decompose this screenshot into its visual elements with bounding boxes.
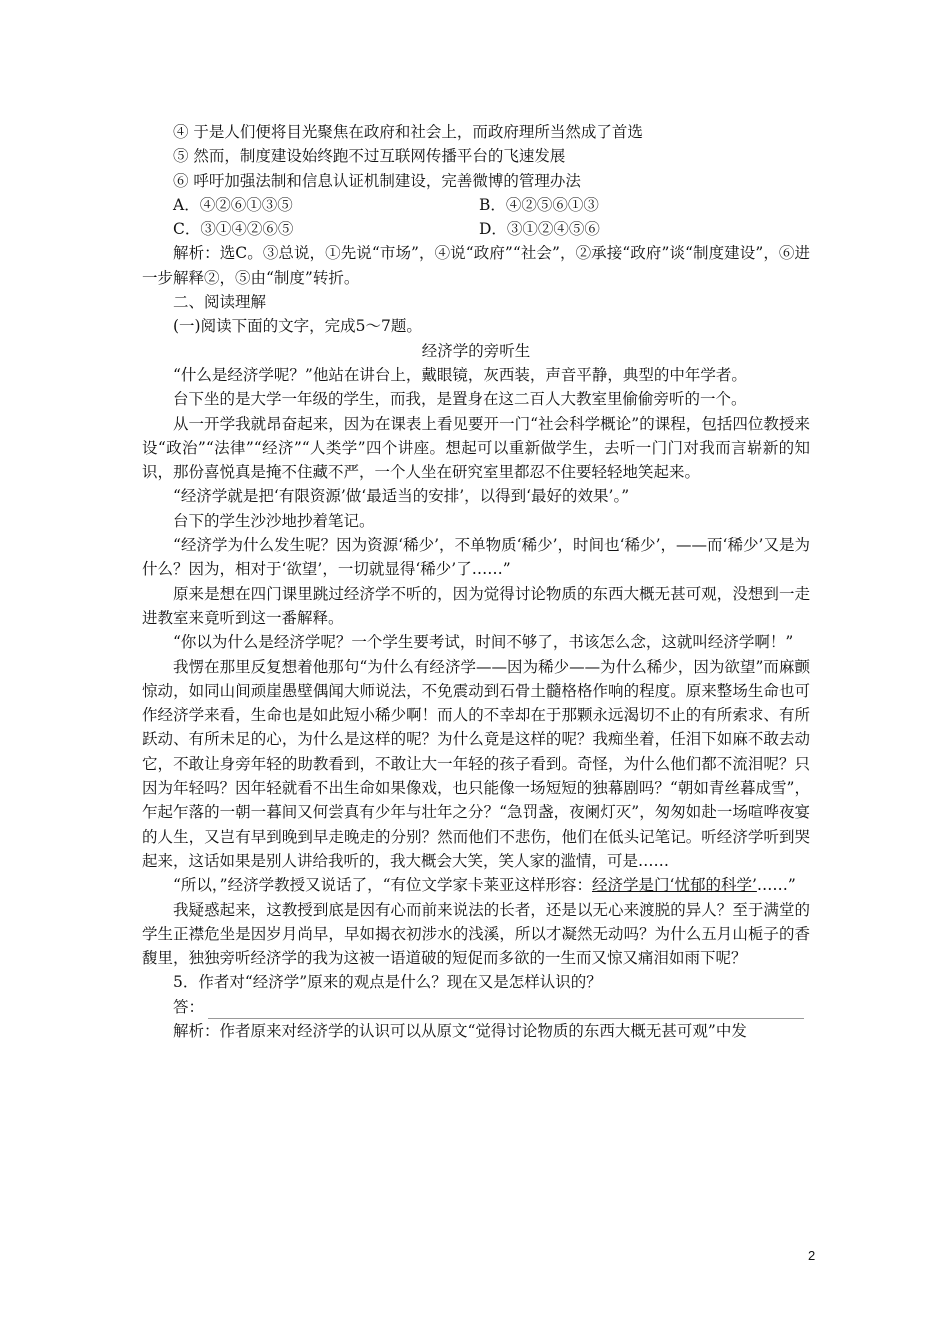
answer-row [142,995,810,1019]
paragraph-8: “你以为什么是经济学呢？一个学生要考试，时间不够了，书该怎么念，这就叫经济学啊！” [173,633,794,652]
page-number: 2 [808,1248,816,1263]
question-5: 5．作者对“经济学”原来的观点是什么？现在又是怎样认识的？ [173,973,602,992]
paragraph-10-suffix: ……” [756,876,796,895]
passage-intro: (一)阅读下面的文字，完成5～7题。 [173,317,422,336]
passage-title: 经济学的旁听生 [421,341,531,360]
paragraph-7: 原来是想在四门课里跳过经济学不听的，因为觉得讨论物质的东西大概无甚可观，没想到一走进教室来竟听到这一番解释。 [142,584,810,627]
underlined-quote: 经济学是门‘忧郁的科学’ [592,876,757,895]
section-heading: 二、阅读理解 [173,293,267,312]
paragraph-2: 台下坐的是大学一年级的学生，而我，是置身在这二百人大教室里偷偷旁听的一个。 [173,390,747,409]
paragraph-3: 从一开学我就昂奋起来，因为在课表上看见要开一门“社会科学概论”的课程，包括四位教授来设“政治”“法律”“经济”“人类学”四个讲座。想起可以重新做学生，去听一门门对我而言崭新的知识，那份喜悦真是掩不住藏不严，一个人坐在研究室里都忍不住要轻轻地笑起来。 [142,414,810,482]
choices-row-1 [142,193,810,217]
answer-blank-line[interactable] [208,1001,804,1019]
choice-c: C．③①④②⑥⑤ [173,220,294,239]
option-line-5: ⑤ 然而，制度建设始终跑不过互联网传播平台的飞速发展 [173,147,566,166]
choice-b: B．④②⑤⑥①③ [479,195,599,214]
paragraph-4: “经济学就是把‘有限资源’做‘最适当的安排’，以得到‘最好的效果’。” [173,487,630,506]
paragraph-6: “经济学为什么发生呢？因为资源‘稀少’，不单物质‘稀少’，时间也‘稀少’，——而‘稀少’又是为什么？因为，相对于‘欲望’，一切就显得‘稀少’了……” [142,536,810,579]
option-line-4: ④ 于是人们便将目光聚焦在政府和社会上，而政府理所当然成了首选 [173,123,643,141]
paragraph-5: 台下的学生沙沙地抄着笔记。 [173,511,375,530]
paragraph-9: 我愣在那里反复想着他那句“为什么有经济学——因为稀少——为什么稀少，因为欲望”而麻颤惊动，如同山间顽崖愚壁偶闻大师说法，不免震动到石骨土髓格格作响的程度。原来整场生命也可作经济学来看，生命也是如此短小稀少啊！而人的不幸却在于那颗永远渴切不止的有所索求、有所跃动、有所未足的心，为什么是这样的呢？为什么竟是这样的呢？我痴坐着，任泪下如麻不敢去动它，不敢让身旁年轻的助教看到，不敢让大一年轻的孩子看到。奇怪，为什么他们都不流泪呢？只因为年轻吗？因年轻就看不出生命如果像戏，也只能像一场短短的独幕剧吗？“朝如青丝暮成雪”，乍起乍落的一朝一暮间又何尝真有少年与壮年之分？“急罚盏，夜阑灯灭”，匆匆如赴一场喧哗夜宴的人生，又岂有早到晚到早走晚走的分别？然而他们不悲伤，他们在低头记笔记。听经济学听到哭起来，这话如果是别人讲给我听的，我大概会大笑，笑人家的滥情，可是…… [142,657,810,870]
option-line-6: ⑥ 呼吁加强法制和信息认证机制建设，完善微博的管理办法 [173,171,581,190]
paragraph-10 [142,873,810,897]
analysis-question-4: 解析：选C。③总说，①先说“市场”，④说“政府”“社会”，②承接“政府”谈“制度建设”，⑥进一步解释②，⑤由“制度”转折。 [142,244,810,287]
paragraph-11: 我疑惑起来，这教授到底是因有心而前来说法的长者，还是以无心来渡脱的异人？至于满堂的学生正襟危坐是因岁月尚早，早如揭衣初涉水的浅溪，所以才凝然无动吗？为什么五月山栀子的香馥里，独独旁听经济学的我为这被一语道破的短促而多欲的一生而又惊又痛泪如雨下呢？ [142,900,810,968]
choice-a: A．④②⑥①③⑤ [173,195,293,214]
choice-d: D．③①②④⑤⑥ [479,220,600,239]
analysis-question-5: 解析：作者原来对经济学的认识可以从原文“觉得讨论物质的东西大概无甚可观”中发 [173,1021,747,1040]
answer-label: 答： [173,997,205,1016]
paragraph-1: “什么是经济学呢？”他站在讲台上，戴眼镜，灰西装，声音平静，典型的中年学者。 [173,365,747,384]
page-content [142,120,810,1043]
paragraph-10-prefix: “所以，”经济学教授又说话了，“有位文学家卡莱亚这样形容： [173,876,593,895]
choices-row-2 [142,217,810,241]
